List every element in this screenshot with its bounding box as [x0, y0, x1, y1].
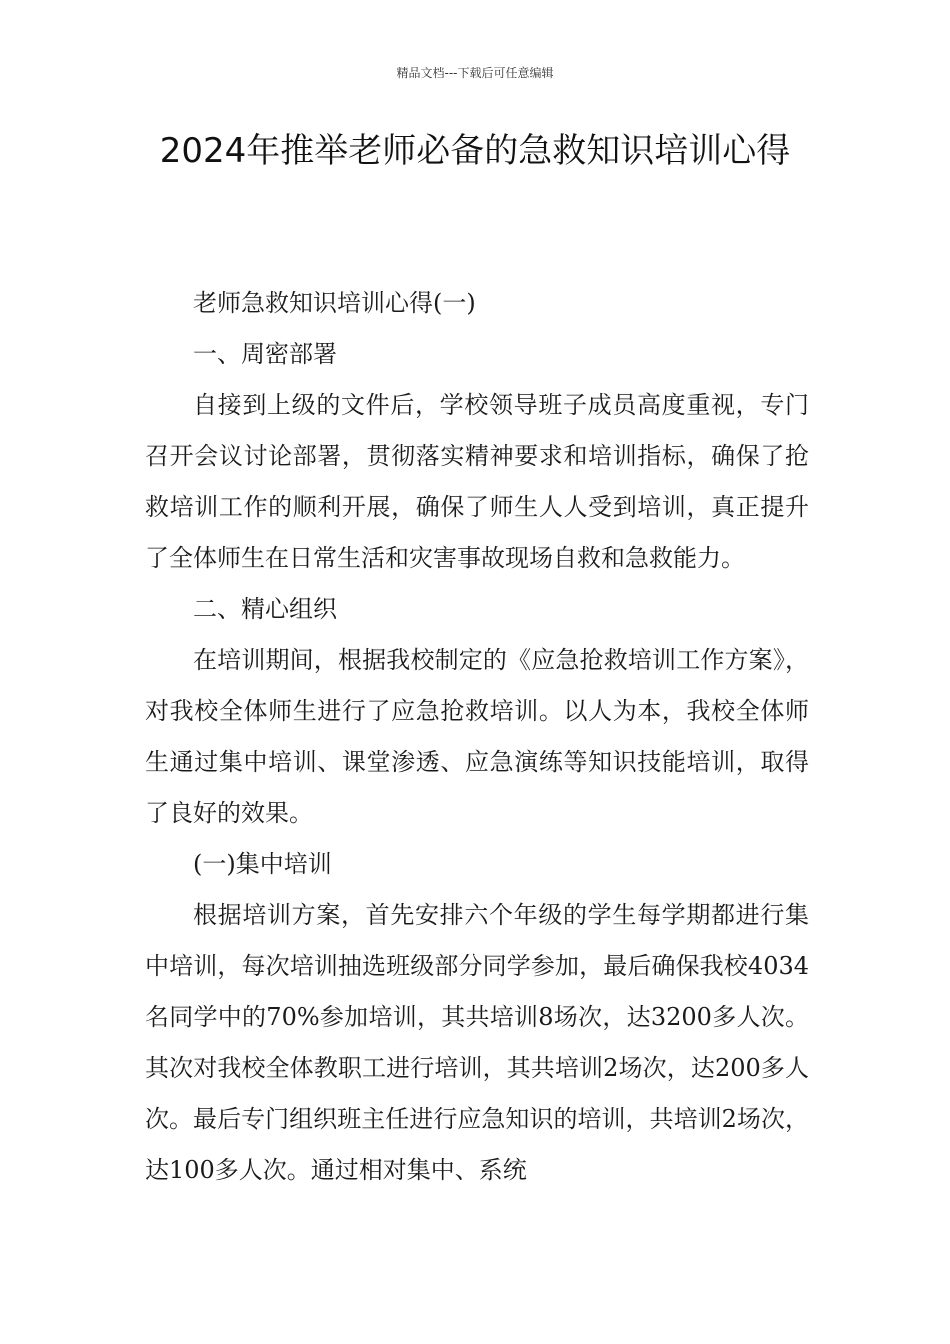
- section-heading: 老师急救知识培训心得(一): [193, 289, 476, 317]
- document-body: [145, 278, 809, 1196]
- document-title: 2024年推举老师必备的急救知识培训心得: [159, 131, 791, 171]
- header-note: 精品文档---下载后可任意编辑: [396, 66, 554, 80]
- section-heading: 二、精心组织: [193, 595, 337, 623]
- section-heading: (一)集中培训: [193, 850, 332, 878]
- body-paragraph: 根据培训方案，首先安排六个年级的学生每学期都进行集中培训，每次培训抽选班级部分同学参加，最后确保我校4034名同学中的70%参加培训，其共培训8场次，达3200多人次。其次对我校全体教职工进行培训，其共培训2场次，达200多人次。最后专门组织班主任进行应急知识的培训，共培训2场次，达100多人次。通过相对集中、系统: [145, 901, 809, 1184]
- section-heading: 一、周密部署: [193, 340, 337, 368]
- body-paragraph: 自接到上级的文件后，学校领导班子成员高度重视，专门召开会议讨论部署，贯彻落实精神要求和培训指标，确保了抢救培训工作的顺利开展，确保了师生人人受到培训，真正提升了全体师生在日常生活和灾害事故现场自救和急救能力。: [145, 391, 809, 572]
- body-paragraph: 在培训期间，根据我校制定的《应急抢救培训工作方案》，对我校全体师生进行了应急抢救培训。以人为本，我校全体师生通过集中培训、课堂渗透、应急演练等知识技能培训，取得了良好的效果。: [145, 646, 809, 827]
